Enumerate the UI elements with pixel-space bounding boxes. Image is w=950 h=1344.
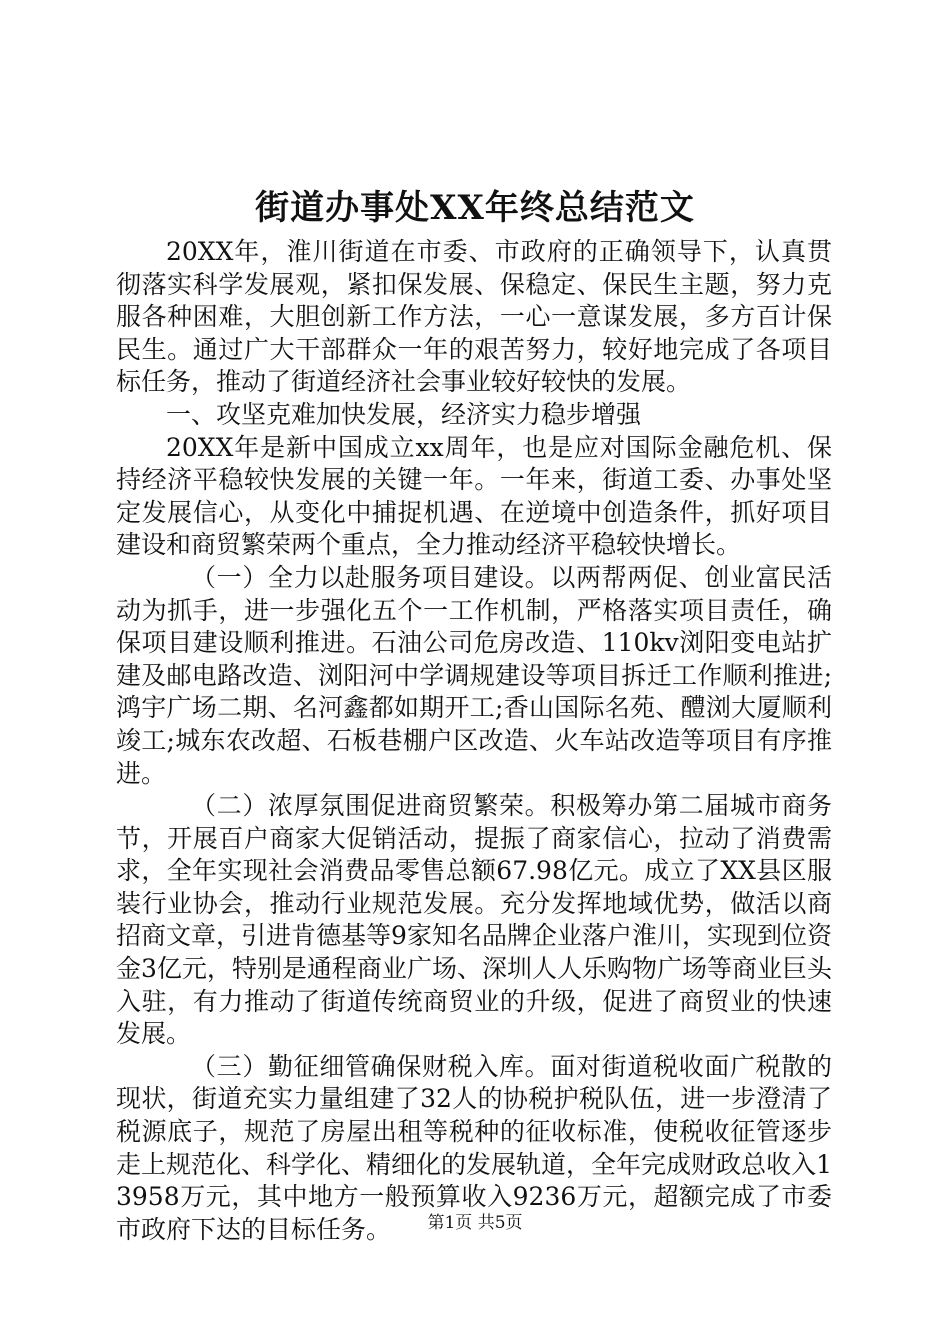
intro-paragraph: 20XX年，淮川街道在市委、市政府的正确领导下，认真贯彻落实科学发展观，紧扣保发展、保稳定、保民生主题，努力克服各种困难，大胆创新工作方法，一心一意谋发展，多方百计保民生。通过广大干部群众一年的艰苦努力，较好地完成了各项目标任务，推动了街道经济社会事业较好较快的发展。 [116, 237, 832, 397]
document-title: 街道办事处XX年终总结范文 [255, 188, 695, 228]
subsection-project-paragraph: （一）全力以赴服务项目建设。以两帮两促、创业富民活动为抓手，进一步强化五个一工作机制，严格落实项目责任，确保项目建设顺利推进。石油公司危房改造、110kv浏阳变电站扩建及邮电路改造、浏阳河中学调规建设等项目拆迁工作顺利推进;鸿宇广场二期、名河鑫都如期开工;香山国际名苑、醴浏大厦顺利竣工;城东农改超、石板巷棚户区改造、火车站改造等项目有序推进。 [116, 562, 832, 788]
section-paragraph: 20XX年是新中国成立xx周年，也是应对国际金融危机、保持经济平稳较快发展的关键一年。一年来，街道工委、办事处坚定发展信心，从变化中捕捉机遇、在逆境中创造条件，抓好项目建设和商贸繁荣两个重点，全力推动经济平稳较快增长。 [116, 432, 832, 560]
page-number-footer: 第1页 共5页 [427, 1213, 523, 1233]
subsection-tax-paragraph: （三）勤征细管确保财税入库。面对街道税收面广税散的现状，街道充实力量组建了32人的协税护税队伍，进一步澄清了税源底子，规范了房屋出租等税种的征收标准，使税收征管逐步走上规范化、科学化、精细化的发展轨道，全年完成财政总收入13958万元，其中地方一般预算收入9236万元，超额完成了市委市政府下达的目标任务。 [116, 1051, 832, 1244]
subsection-commerce-paragraph: （二）浓厚氛围促进商贸繁荣。积极筹办第二届城市商务节，开展百户商家大促销活动，提振了商家信心，拉动了消费需求，全年实现社会消费品零售总额67.98亿元。成立了XX县区服装行业协会，推动行业规范发展。充分发挥地域优势，做活以商招商文章，引进肯德基等9家知名品牌企业落户淮川，实现到位资金3亿元，特别是通程商业广场、深圳人人乐购物广场等商业巨头入驻，有力推动了街道传统商贸业的升级，促进了商贸业的快速发展。 [116, 791, 832, 1049]
document-body [116, 236, 832, 1246]
section-heading: 一、攻坚克难加快发展，经济实力稳步增强 [166, 399, 642, 429]
